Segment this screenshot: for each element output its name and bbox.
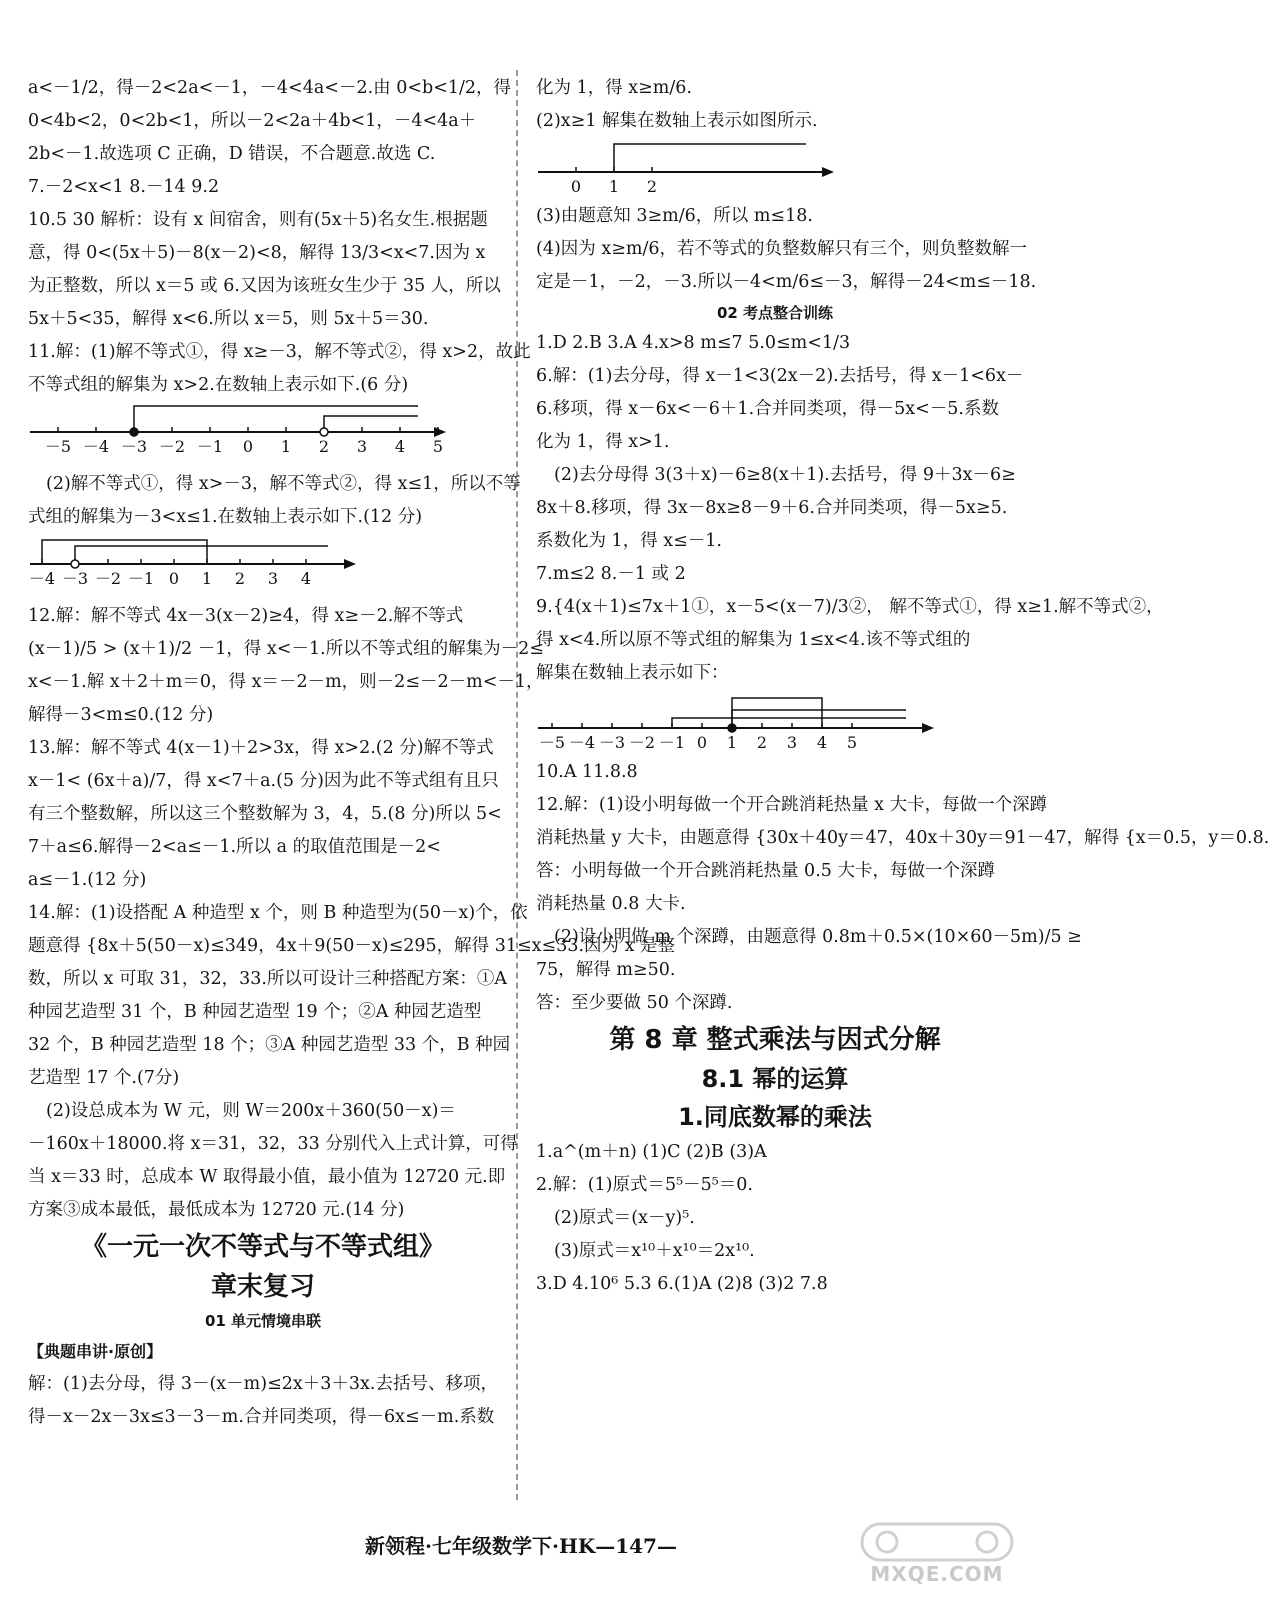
tick-label: 2 [234,569,246,588]
text-line: 12.解：解不等式 4x－3(x－2)≥4，得 x≥－2.解不等式 [28,606,464,626]
tick-label: 0 [242,437,254,456]
text-line: a<－1/2，得－2<2a<－1，－4<4a<－2.由 0<b<1/2，得 [28,78,512,98]
text-line: (2)设总成本为 W 元，则 W＝200x＋360(50－x)＝ [46,1101,456,1121]
text-line: 6.移项，得 x－6x<－6＋1.合并同类项，得－5x<－5.系数 [536,399,999,419]
text-line: 定是－1，－2，－3.所以－4<m/6≤－3，解得－24<m≤－18. [536,272,1037,292]
number-line-svg [28,404,448,462]
text-line: (2)原式＝(x－y)⁵. [554,1208,695,1228]
text-line: 解：(1)去分母，得 3－(x－m)≤2x＋3＋3x.去括号、移项， [28,1374,498,1394]
tick-label: 3 [267,569,279,588]
text-line: 2.解：(1)原式＝5⁵－5⁵＝0. [536,1175,753,1195]
tick-label: －3 [61,569,89,588]
tick-label: －1 [658,733,686,752]
tick-label: 4 [816,733,828,752]
text-line: 9.{4(x＋1)≤7x＋1①，x－5<(x－7)/3②， 解不等式①，得 x≥1.解不等式②， [536,597,1164,617]
text-line: 75，解得 m≥50. [536,960,676,980]
number-line-svg [536,692,936,750]
text-line: 题意得 {8x＋5(50－x)≤349，4x＋9(50－x)≤295，解得 31≤x≤33.因为 x 是整 [28,936,676,956]
column-divider [516,70,518,1500]
tick-label: 2 [756,733,768,752]
tick-label: 1 [201,569,213,588]
tick-label: 5 [432,437,444,456]
text-line: (2)解不等式①，得 x>－3，解不等式②，得 x≤1，所以不等 [46,474,521,494]
text-line: 11.解：(1)解不等式①，得 x≥－3，解不等式②，得 x>2，故此 [28,342,531,362]
text-line: 方案③成本最低，最低成本为 12720 元.(14 分) [28,1200,405,1220]
text-line: (2)去分母得 3(3＋x)－6≥8(x＋1).去括号，得 9＋3x－6≥ [554,465,1016,485]
tick-label: 1 [726,733,738,752]
tick-label: －2 [628,733,656,752]
tick-label: 3 [786,733,798,752]
text-line: 1.a^(m＋n) (1)C (2)B (3)A [536,1142,767,1162]
watermark-logo [842,1518,1032,1590]
section-heading: 01 单元情境串联 [204,1312,322,1330]
right-column [536,72,1269,1301]
tick-label: －5 [44,437,72,456]
tick-label: －2 [158,437,186,456]
number-line-svg [28,536,358,594]
section-title: 《一元一次不等式与不等式组》 [80,1232,445,1262]
text-line: 化为 1，得 x≥m/6. [536,78,692,98]
text-line: (x－1)/5 > (x＋1)/2 －1，得 x<－1.所以不等式组的解集为－2≤ [28,639,544,659]
text-line: 解得－3<m≤0.(12 分) [28,705,214,725]
text-line: (2)设小明做 m 个深蹲，由题意得 0.8m＋0.5×(10×60－5m)/5 ≥ [554,927,1082,947]
tick-label: 1 [608,177,620,196]
tick-label: 2 [646,177,658,196]
text-line: 6.解：(1)去分母，得 x－1<3(2x－2).去括号，得 x－1<6x－ [536,366,1024,386]
text-line: 艺造型 17 个.(7分) [28,1068,180,1088]
tick-label: 0 [168,569,180,588]
solution-bracket [42,540,207,564]
tick-label: 4 [300,569,312,588]
text-line: 得 x<4.所以原不等式组的解集为 1≤x<4.该不等式组的 [536,630,971,650]
endpoint-dot [71,560,79,568]
solution-bracket [614,144,806,172]
text-line: 13.解：解不等式 4(x－1)＋2>3x，得 x>2.(2 分)解不等式 [28,738,494,758]
text-line: (3)原式＝x¹⁰＋x¹⁰＝2x¹⁰. [554,1241,755,1261]
tick-label: －5 [538,733,566,752]
bracket-heading: 【典题串讲·原创】 [28,1342,163,1361]
text-line: 当 x＝33 时，总成本 W 取得最小值，最小值为 12720 元.即 [28,1167,506,1187]
section-title: 8.1 幂的运算 [701,1065,849,1093]
tick-label: －1 [127,569,155,588]
section-heading: 02 考点整合训练 [716,304,834,322]
text-line: 数，所以 x 可取 31，32，33.所以可设计三种搭配方案：①A [28,969,508,989]
text-line: 意，得 0<(5x＋5)－8(x－2)<8，解得 13/3<x<7.因为 x [28,243,486,263]
watermark-icon [842,1518,1032,1566]
text-line: 解集在数轴上表示如下： [536,663,729,683]
chapter-title: 第 8 章 整式乘法与因式分解 [609,1025,941,1055]
number-line-q11-1 [28,404,498,462]
text-line: 7.－2<x<1 8.－14 9.2 [28,177,220,197]
solution-bracket [134,406,418,432]
text-line: x<－1.解 x＋2＋m＝0，得 x＝－2－m，则－2≤－2－m<－1， [28,672,544,692]
text-line: (3)由题意知 3≥m/6，所以 m≤18. [536,206,813,226]
solution-bracket [732,710,906,728]
text-line: 7.m≤2 8.－1 或 2 [536,564,686,584]
text-line: 10.5 30 解析：设有 x 间宿舍，则有(5x＋5)名女生.根据题 [28,210,488,230]
text-line: x－1< (6x＋a)/7，得 x<7＋a.(5 分)因为此不等式组有且只 [28,771,499,791]
number-line-q9 [536,692,1014,750]
tick-label: －4 [28,569,56,588]
text-line: (2)x≥1 解集在数轴上表示如图所示. [536,111,818,131]
tick-label: 1 [280,437,292,456]
text-line: 种园艺造型 31 个，B 种园艺造型 19 个；②A 种园艺造型 [28,1002,482,1022]
tick-label: 0 [696,733,708,752]
text-line: 化为 1，得 x>1. [536,432,670,452]
section-subtitle: 章末复习 [210,1272,315,1302]
text-line: 0<4b<2，0<2b<1，所以－2<2a＋4b<1，－4<4a＋ [28,111,477,131]
text-line: 2b<－1.故选项 C 正确，D 错误，不合题意.故选 C. [28,144,436,164]
solution-bracket [672,718,906,728]
tick-label: －4 [82,437,110,456]
text-line: 12.解：(1)设小明每做一个开合跳消耗热量 x 大卡，每做一个深蹲 [536,795,1048,815]
text-line: 消耗热量 0.8 大卡. [536,894,686,914]
text-line: 答：至少要做 50 个深蹲. [536,993,733,1013]
axis-arrow-icon [922,723,934,733]
number-line-svg [536,140,836,194]
text-line: 32 个，B 种园艺造型 18 个；③A 种园艺造型 33 个，B 种园 [28,1035,511,1055]
text-line: 式组的解集为－3<x≤1.在数轴上表示如下.(12 分) [28,507,423,527]
watermark-text: MXQE.COM [870,1562,1004,1586]
number-line-q11-2 [28,536,498,594]
text-line: 3.D 4.10⁶ 5.3 6.(1)A (2)8 (3)2 7.8 [536,1274,828,1294]
axis-arrow-icon [344,559,356,569]
page-footer: 新领程·七年级数学下·HK—147— [365,1534,677,1558]
solution-bracket [75,546,328,564]
text-line: 14.解：(1)设搭配 A 种造型 x 个，则 B 种造型为(50－x)个，依 [28,903,528,923]
text-line: 系数化为 1，得 x≤－1. [536,531,722,551]
tick-label: 5 [846,733,858,752]
text-line: 不等式组的解集为 x>2.在数轴上表示如下.(6 分) [28,375,409,395]
tick-label: －1 [196,437,224,456]
text-line: 答：小明每做一个开合跳消耗热量 0.5 大卡，每做一个深蹲 [536,861,995,881]
tick-label: 4 [394,437,406,456]
text-line: －160x＋18000.将 x＝31，32，33 分别代入上式计算，可得 [28,1134,518,1154]
text-line: 8x＋8.移项，得 3x－8x≥8－9＋6.合并同类项，得－5x≥5. [536,498,1008,518]
number-line-review-2 [536,140,1014,194]
tick-label: 0 [570,177,582,196]
axis-arrow-icon [434,427,446,437]
text-line: 7＋a≤6.解得－2<a≤－1.所以 a 的取值范围是－2< [28,837,441,857]
text-line: 10.A 11.8.8 [536,762,638,782]
text-line: (4)因为 x≥m/6，若不等式的负整数解只有三个，则负整数解一 [536,239,1028,259]
text-line: a≤－1.(12 分) [28,870,147,890]
endpoint-dot [320,428,328,436]
endpoint-dot [130,428,138,436]
text-line: 有三个整数解，所以这三个整数解为 3，4，5.(8 分)所以 5< [28,804,502,824]
tick-label: －4 [568,733,596,752]
subsection-title: 1.同底数幂的乘法 [678,1103,872,1131]
solution-bracket [324,416,418,432]
text-line: 消耗热量 y 大卡，由题意得 {30x＋40y＝47，40x＋30y＝91－47，解得 {x＝0.5，y＝0.8. [536,828,1269,848]
text-line: 得－x－2x－3x≤3－3－m.合并同类项，得－6x≤－m.系数 [28,1407,495,1427]
solution-bracket [732,698,822,728]
axis-arrow-icon [822,167,834,177]
text-line: 5x＋5<35，解得 x<6.所以 x＝5，则 5x＋5＝30. [28,309,429,329]
tick-label: 3 [356,437,368,456]
tick-label: －2 [94,569,122,588]
text-line: 1.D 2.B 3.A 4.x>8 m≤7 5.0≤m<1/3 [536,333,851,353]
tick-label: －3 [120,437,148,456]
tick-label: 2 [318,437,330,456]
text-line: 为正整数，所以 x＝5 或 6.又因为该班女生少于 35 人，所以 [28,276,501,296]
tick-label: －3 [598,733,626,752]
